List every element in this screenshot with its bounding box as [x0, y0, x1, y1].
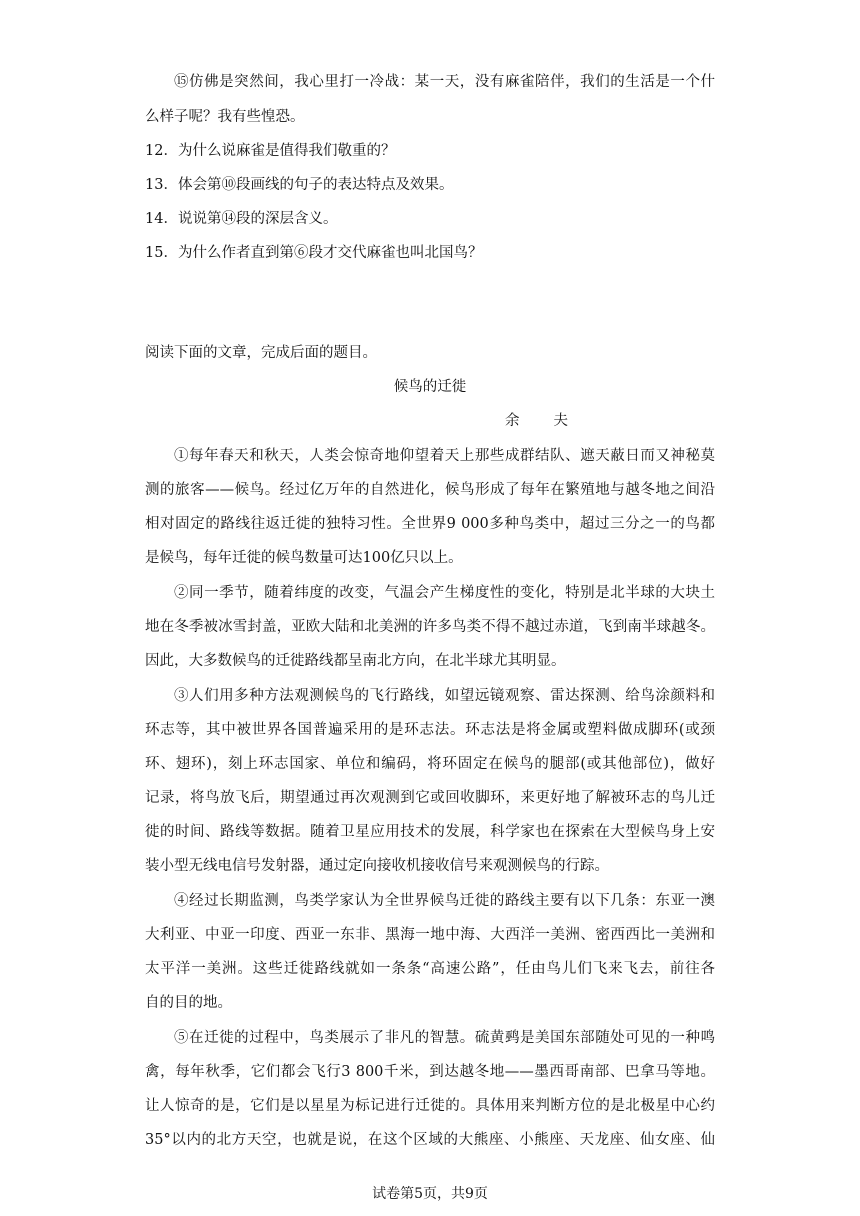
article-title: 候鸟的迁徙 [393, 379, 467, 395]
paragraph-1-line-1: ①每年春天和秋天，人类会惊奇地仰望着天上那些成群结队、遮天蔽日而又神秘莫 [174, 448, 715, 464]
reading-instruction: 阅读下面的文章，完成后面的题目。 [145, 345, 377, 361]
paragraph-1-line-4: 是候鸟，每年迁徙的候鸟数量可达100亿只以上。 [145, 550, 463, 566]
paragraph-1-line-2: 测的旅客——候鸟。经过亿万年的自然进化，候鸟形成了每年在繁殖地与越冬地之间沿 [145, 482, 715, 498]
paragraph-3-line-4: 记录，将鸟放飞后，期望通过再次观测到它或回收脚环，来更好地了解被环志的鸟儿迁 [145, 790, 715, 806]
question-14: 14．说说第⑭段的深层含义。 [145, 211, 338, 227]
paragraph-5-line-4: 35°以内的北方天空，也就是说，在这个区域的大熊座、小熊座、天龙座、仙女座、仙 [145, 1132, 715, 1148]
paragraph-5-line-3: 让人惊奇的是，它们是以星星为标记进行迁徙的。具体用来判断方位的是北极星中心约 [145, 1098, 715, 1114]
paragraph-15-line-1: ⑮仿佛是突然间，我心里打一冷战：某一天，没有麻雀陪伴，我们的生活是一个什 [174, 74, 715, 90]
paragraph-4-line-3: 太平洋一美洲。这些迁徙路线就如一条条“高速公路”，任由鸟儿们飞来飞去，前往各 [145, 961, 715, 977]
paragraph-4-line-2: 大利亚、中亚一印度、西亚一东非、黑海一地中海、大西洋一美洲、密西西比一美洲和 [145, 927, 715, 943]
paragraph-3-line-2: 环志等，其中被世界各国普遍采用的是环志法。环志法是将金属或塑料做成脚环(或颈 [145, 722, 715, 738]
paragraph-5-line-1: ⑤在迁徙的过程中，鸟类展示了非凡的智慧。硫黄鹀是美国东部随处可见的一种鸣 [174, 1030, 715, 1046]
question-12: 12．为什么说麻雀是值得我们敬重的？ [145, 143, 396, 159]
paragraph-3-line-3: 环、翅环)，刻上环志国家、单位和编码，将环固定在候鸟的腿部(或其他部位)，做好 [145, 756, 715, 772]
paragraph-1-line-3: 相对固定的路线往返迁徙的独特习性。全世界9 000多种鸟类中，超过三分之一的鸟都 [145, 516, 715, 532]
question-13: 13．体会第⑩段画线的句子的表达特点及效果。 [145, 177, 454, 193]
paragraph-4-line-4: 自的目的地。 [145, 995, 232, 1011]
article-author [505, 411, 605, 431]
paragraph-5-line-2: 禽，每年秋季，它们都会飞行3 800千米，到达越冬地——墨西哥南部、巴拿马等地。 [145, 1064, 715, 1080]
question-15: 15．为什么作者直到第⑥段才交代麻雀也叫北国鸟？ [145, 245, 483, 261]
paragraph-3-line-5: 徙的时间、路线等数据。随着卫星应用技术的发展，科学家也在探索在大型候鸟身上安 [145, 824, 715, 840]
paragraph-15-line-2: 么样子呢？我有些惶恐。 [145, 109, 305, 125]
paragraph-2-line-1: ②同一季节，随着纬度的改变，气温会产生梯度性的变化，特别是北半球的大块土 [174, 585, 715, 601]
paragraph-3-line-1: ③人们用多种方法观测候鸟的飞行路线，如望远镜观察、雷达探测、给鸟涂颜料和 [174, 688, 715, 704]
author-family-name: 夫 [553, 413, 568, 429]
paragraph-3-line-6: 装小型无线电信号发射器，通过定向接收机接收信号来观测候鸟的行踪。 [145, 858, 609, 874]
paragraph-4-line-1: ④经过长期监测，鸟类学家认为全世界候鸟迁徙的路线主要有以下几条：东亚一澳 [174, 893, 715, 909]
author-given-name: 余 [505, 413, 520, 429]
paragraph-2-line-2: 地在冬季被冰雪封盖，亚欧大陆和北美洲的许多鸟类不得不越过赤道，飞到南半球越冬。 [145, 619, 715, 635]
page-footer: 试卷第5页，共9页 [372, 1186, 488, 1202]
paragraph-2-line-3: 因此，大多数候鸟的迁徙路线都呈南北方向，在北半球尤其明显。 [145, 653, 566, 669]
